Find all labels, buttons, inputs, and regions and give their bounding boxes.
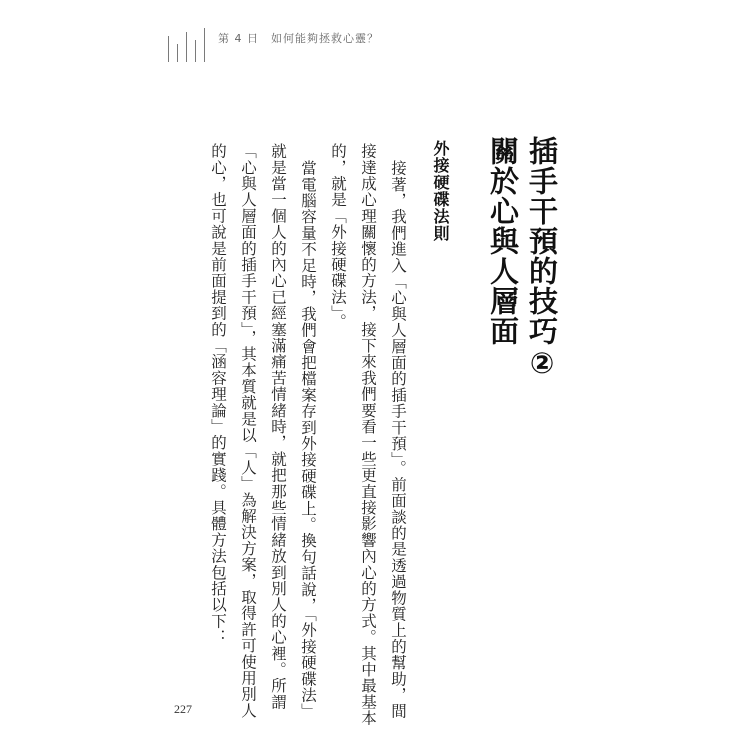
body-line: 當電腦容量不足時，我們會把檔案存到外接硬碟上。換句話說，「外接硬碟法」 <box>299 160 317 720</box>
body-line: 接著，我們進入「心與人層面的插手干預」。前面談的是透過物質上的幫助，間 <box>389 160 407 720</box>
section-heading: 外接硬碟法則 <box>431 140 450 242</box>
vertical-rule-marks-icon <box>168 28 210 62</box>
body-line: 接達成心理關懷的方法，接下來我們要看一些更直接影響內心的方式。其中最基本 <box>359 143 377 727</box>
title-line-2: 關於心與人層面 <box>486 136 520 346</box>
body-line: 的心，也可說是前面提到的「涵容理論」的實踐。具體方法包括以下： <box>209 143 227 646</box>
body-line: 就是當一個人的內心已經塞滿痛苦情緒時，就把那些情緒放到別人的心裡。所謂 <box>269 143 287 710</box>
running-head: 第 4 日 如何能夠拯救心靈？ <box>218 32 379 45</box>
body-line: 「心與人層面的插手干預」，其本質就是以「人」為解決方案，取得許可使用別人 <box>239 143 257 719</box>
page-number: 227 <box>174 702 192 716</box>
body-line: 的，就是「外接硬碟法」。 <box>329 143 347 330</box>
title-line-1: 插手干預的技巧② <box>525 136 559 381</box>
